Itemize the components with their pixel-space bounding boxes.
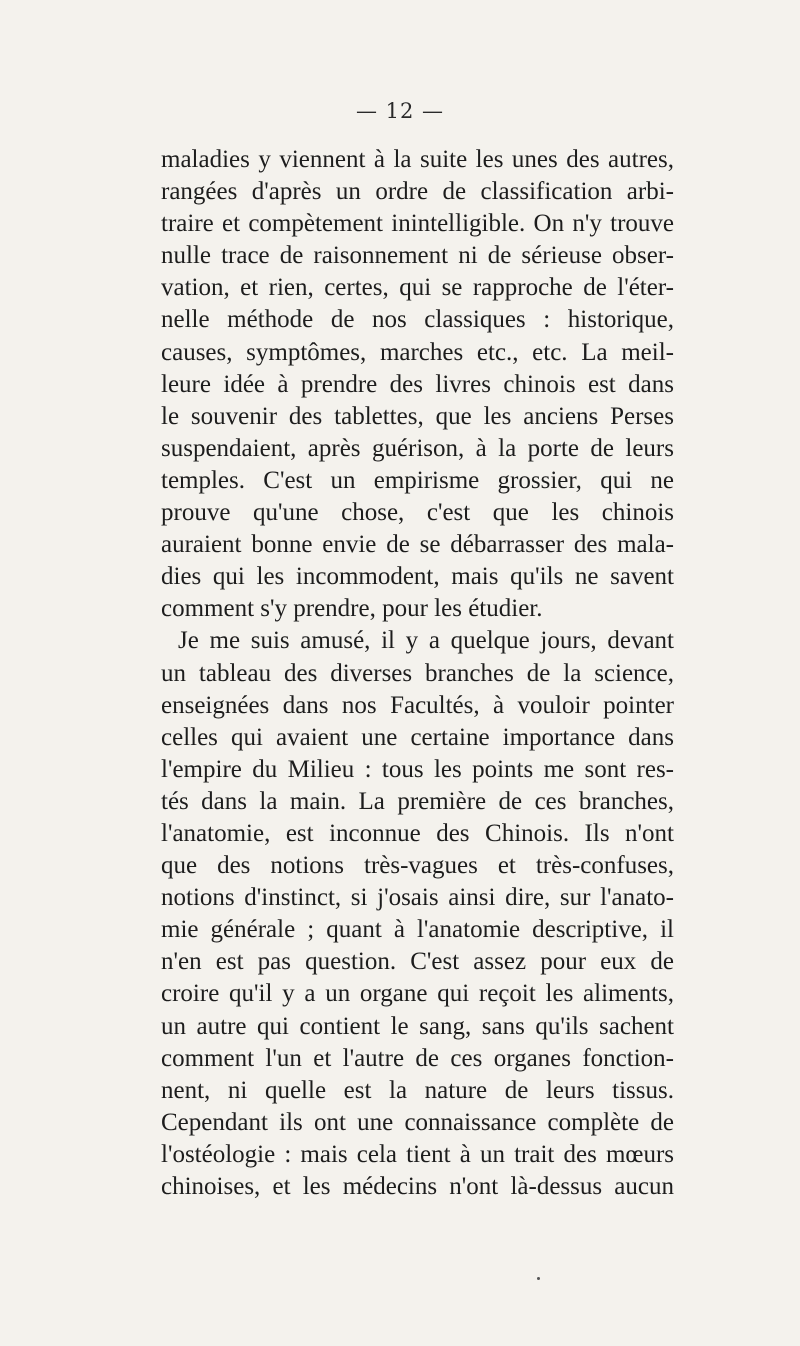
text-line: croire qu'il y a un organe qui reçoit les aliments,	[161, 980, 674, 1008]
text-line: celles qui avaient une certaine importance dans	[161, 723, 674, 751]
text-line: Je me suis amusé, il y a quelque jours, devant	[178, 627, 674, 655]
text-line: le souvenir des tablettes, que les anciens Perses	[161, 402, 674, 430]
paragraph-1	[161, 144, 674, 625]
text-line: maladies y viennent à la suite les unes des autres,	[161, 146, 674, 173]
text-line: l'ostéologie : mais cela tient à un trait des mœurs	[161, 1140, 674, 1168]
text-line: comment s'y prendre, pour les étudier.	[161, 595, 543, 623]
text-line: causes, symptômes, marches etc., etc. La meil-	[161, 338, 674, 366]
text-line: notions d'instinct, si j'osais ainsi dire, sur l'anato-	[161, 884, 674, 912]
paragraph-2	[161, 625, 674, 1203]
text-line: mie générale ; quant à l'anatomie descriptive, il	[161, 916, 674, 944]
text-line: traire et compètement inintelligible. On n'y trouve	[161, 210, 674, 238]
body-text	[161, 144, 674, 1203]
text-line: n'en est pas question. C'est assez pour eux de	[161, 948, 674, 976]
text-line: chinoises, et les médecins n'ont là-dessus aucun	[161, 1173, 674, 1200]
text-line: que des notions très-vagues et très-confuses,	[161, 852, 674, 880]
text-line: temples. C'est un empirisme grossier, qui ne	[161, 466, 674, 494]
text-line: nent, ni quelle est la nature de leurs tissus.	[161, 1076, 674, 1104]
text-line: un autre qui contient le sang, sans qu'ils sachent	[161, 1012, 674, 1040]
text-line: auraient bonne envie de se débarrasser des mala-	[161, 531, 674, 559]
text-line: l'anatomie, est inconnue des Chinois. Ils n'ont	[161, 819, 674, 847]
text-line: tés dans la main. La première de ces branches,	[161, 787, 674, 815]
text-line: dies qui les incommodent, mais qu'ils ne savent	[161, 563, 674, 591]
page-number: — 12 —	[355, 99, 445, 123]
text-line: leure idée à prendre des livres chinois est dans	[161, 370, 674, 398]
text-line: nelle méthode de nos classiques : historique,	[161, 306, 674, 334]
text-line: l'empire du Milieu : tous les points me sont res-	[161, 755, 674, 783]
text-line: vation, et rien, certes, qui se rapproche de l'éter-	[161, 274, 674, 302]
text-line: prouve qu'une chose, c'est que les chinois	[161, 499, 674, 527]
paper-speck	[537, 1277, 540, 1280]
text-line: suspendaient, après guérison, à la porte de leurs	[161, 434, 674, 462]
text-line: nulle trace de raisonnement ni de sérieuse obser-	[161, 242, 674, 270]
text-line: Cependant ils ont une connaissance complète de	[161, 1108, 674, 1136]
text-line: rangées d'après un ordre de classification arbi-	[161, 178, 674, 206]
text-line: un tableau des diverses branches de la science,	[161, 659, 674, 687]
text-line: enseignées dans nos Facultés, à vouloir pointer	[161, 691, 674, 719]
text-line: comment l'un et l'autre de ces organes fonction-	[161, 1044, 674, 1072]
